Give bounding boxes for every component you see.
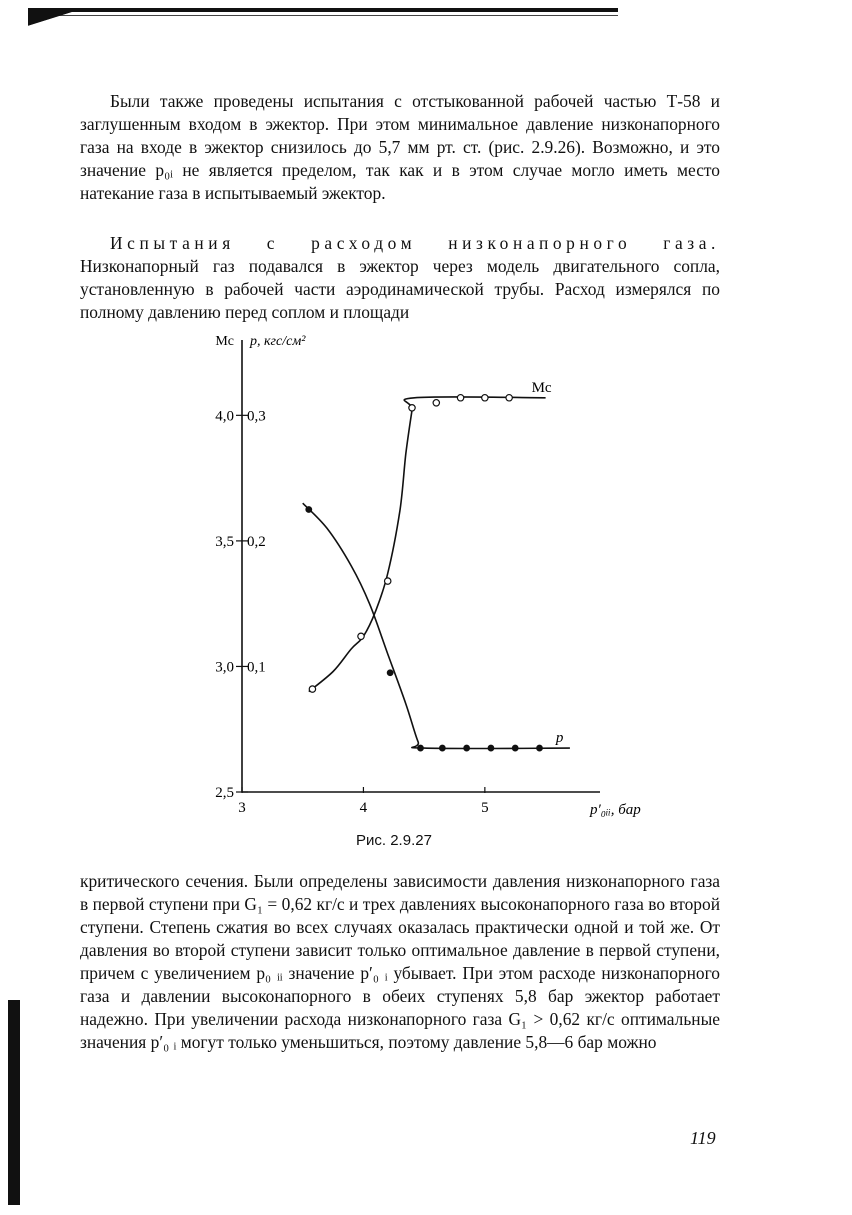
page-number: 119 bbox=[690, 1128, 716, 1148]
scan-artifact-left bbox=[8, 1000, 20, 1205]
series-Mc-point-0 bbox=[309, 686, 315, 692]
series-p-point-1 bbox=[387, 670, 393, 676]
series-p-point-3 bbox=[440, 745, 446, 751]
series-Mc-point-2 bbox=[385, 578, 391, 584]
series-p-point-0 bbox=[306, 507, 312, 513]
series-p-point-2 bbox=[418, 745, 424, 751]
series-p-point-5 bbox=[488, 745, 494, 751]
series-p-point-7 bbox=[537, 745, 543, 751]
scan-artifact-top bbox=[28, 8, 618, 18]
paragraph-1: Были также проведены испытания с отстыкованной рабочей частью Т-58 и заглушенным входом в эжектор. При этом минимальное давление низконапорного газа на входе в эжектор снизилось до 5,7 мм рт. ст. (рис. 2.9.26). Возможно, и это значение p₀ᵢ не является пределом, так как и в этом случае могло иметь место натекание газа в испытываемый эжектор. bbox=[80, 91, 720, 203]
y-tick-label-left-1: 3,0 bbox=[215, 659, 234, 676]
y-axis-label-left: Mc bbox=[215, 334, 234, 349]
series-line-Mc bbox=[309, 397, 546, 692]
x-axis-label: p′₀ᵢᵢ, бар bbox=[590, 802, 641, 818]
x-tick-label-0: 3 bbox=[238, 800, 246, 816]
chart-labels bbox=[215, 334, 641, 818]
series-Mc-point-4 bbox=[433, 400, 439, 406]
series-Mc-point-5 bbox=[457, 395, 463, 401]
chart-svg bbox=[200, 330, 641, 830]
figure-chart bbox=[200, 330, 641, 830]
y-axis-label-right: p, кгс/см² bbox=[250, 334, 306, 349]
y-tick-label-left-2: 3,5 bbox=[215, 533, 234, 550]
y-tick-label-right-1: 0,2 bbox=[247, 533, 266, 550]
y-tick-label-left-0: 2,5 bbox=[215, 785, 234, 801]
y-tick-label-right-2: 0,3 bbox=[247, 408, 266, 425]
series-Mc-point-6 bbox=[482, 395, 488, 401]
chart-axes bbox=[236, 340, 600, 793]
series-p-point-4 bbox=[464, 745, 470, 751]
series-Mc-point-7 bbox=[506, 395, 512, 401]
series-label-Mc: Mc bbox=[531, 379, 552, 396]
paragraph-3: критического сечения. Были определены зависимости давления низконапорного газа в первой ступени при G₁ = 0,62 кг/с и трех давлениях высоконапорного газа во второй ступени. Степень сжатия во всех случаях оказалась практически одной и той же. От давления во второй ступени зависит только оптимальное давление в первой ступени, причем с увеличением p₀ ᵢᵢ значение p′₀ ᵢ убывает. При этом расходе низконапорного газа и давлении высоконапорного в обеих ступенях 5,8 бар эжектор работает надежно. При увеличении расхода низконапорного газа G₁ > 0,62 кг/с оптимальные значения p′₀ ᵢ могут только уменьшиться, поэтому давление 5,8—6 бар можно bbox=[80, 871, 720, 1052]
y-tick-label-left-3: 4,0 bbox=[215, 408, 234, 425]
paragraph-2-body: Низконапорный газ подавался в эжектор через модель двигательного сопла, установленную в рабочей части аэродинамической трубы. Расход измерялся по полному давлению перед соплом и площади bbox=[80, 256, 720, 322]
series-p-point-6 bbox=[512, 745, 518, 751]
paragraph-2 bbox=[80, 232, 720, 324]
y-tick-label-right-0: 0,1 bbox=[247, 659, 266, 676]
series-label-p: p bbox=[555, 730, 564, 747]
chart-series bbox=[303, 395, 570, 751]
paragraph-2-heading: Испытания с расходом низконапорного газа. bbox=[110, 233, 720, 253]
x-tick-label-1: 4 bbox=[359, 800, 368, 816]
x-tick-label-2: 5 bbox=[481, 800, 489, 816]
series-Mc-point-3 bbox=[409, 405, 415, 411]
series-Mc-point-1 bbox=[358, 633, 364, 639]
series-line-p bbox=[303, 503, 570, 748]
figure-caption: Рис. 2.9.27 bbox=[356, 832, 432, 849]
